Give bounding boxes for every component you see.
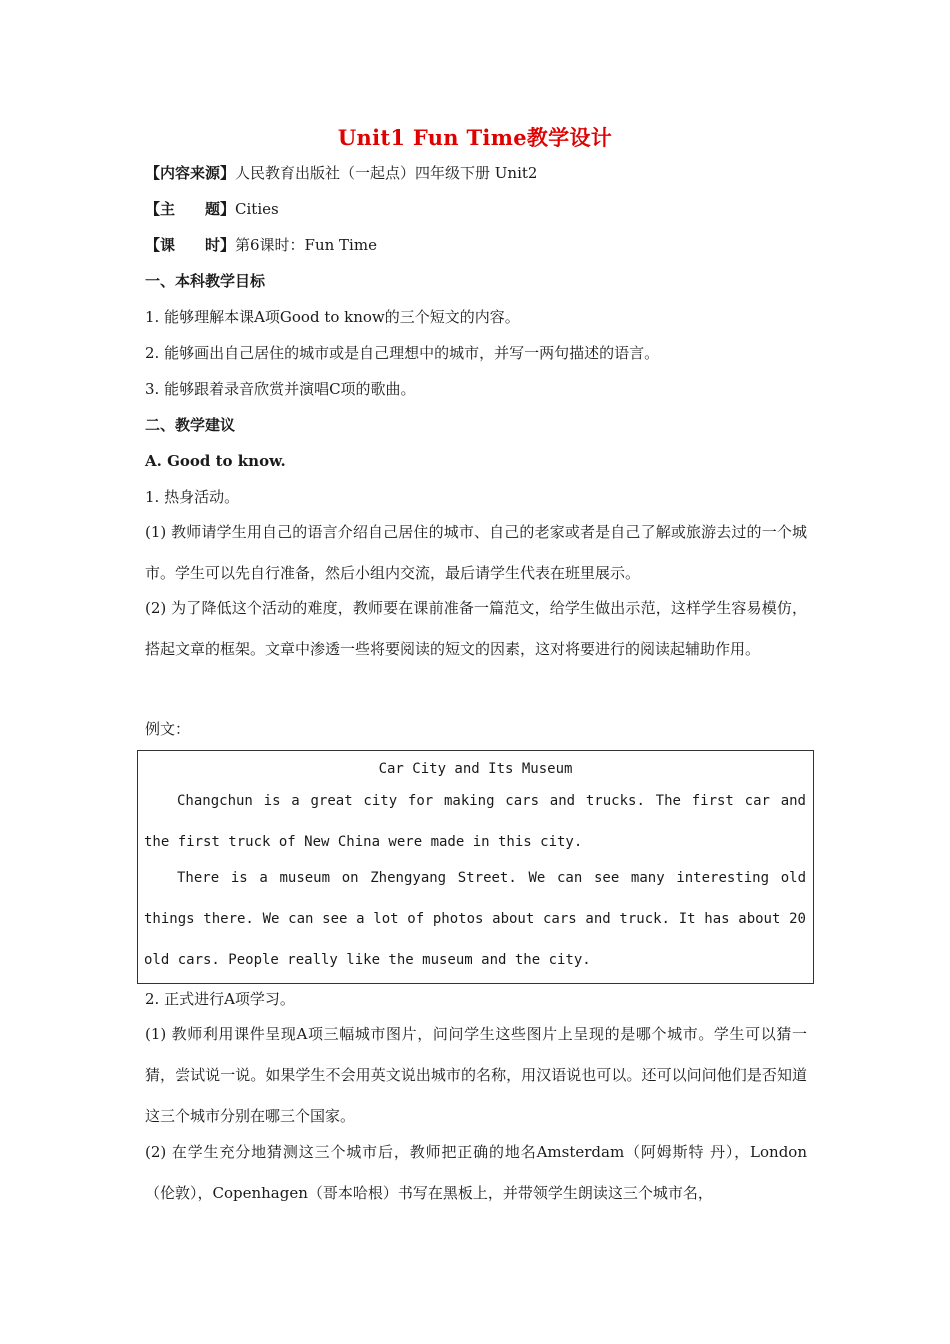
meta-topic-key: 【主 题】 — [145, 200, 236, 218]
meta-period — [145, 235, 377, 255]
meta-source-key: 【内容来源】 — [145, 164, 236, 182]
section2-heading: 二、教学建议 — [145, 416, 236, 434]
example-paragraph-1: Changchun is a great city for making cars and trucks. The first car and the first truck of New China were made in this city. — [144, 793, 806, 850]
subsection-a-heading: A. Good to know. — [145, 452, 286, 470]
step2-paragraph-2: (2) 在学生充分地猜测这三个城市后，教师把正确的地名Amsterdam（阿姆斯特 丹），London（伦敦），Copenhagen（哥本哈根）书写在黑板上，并带领学生朗读这三个城市名， — [145, 1143, 807, 1202]
document-title: Unit1 Fun Time教学设计 — [337, 125, 613, 150]
step1-heading: 1. 热身活动。 — [145, 488, 240, 506]
meta-topic — [145, 199, 279, 219]
meta-period-key: 【课 时】 — [145, 236, 236, 254]
meta-source — [145, 163, 537, 183]
meta-topic-value: Cities — [235, 200, 279, 218]
section1-heading: 一、本科教学目标 — [145, 272, 266, 290]
step1-paragraph-2: (2) 为了降低这个活动的难度，教师要在课前准备一篇范文，给学生做出示范，这样学生容易模仿，搭起文章的框架。文章中渗透一些将要阅读的短文的因素，这对将要进行的阅读起辅助作用。 — [145, 599, 807, 658]
goal-item-2: 2. 能够画出自己居住的城市或是自己理想中的城市，并写一两句描述的语言。 — [145, 344, 660, 362]
goal-item-3: 3. 能够跟着录音欣赏并演唱C项的歌曲。 — [145, 380, 416, 398]
example-paragraph-2: There is a museum on Zhengyang Street. We can see many interesting old things there. We can see a lot of photos about cars and truck. It has about 20 old cars. People really like the museum and the city. — [144, 870, 806, 968]
step1-paragraph-1: (1) 教师请学生用自己的语言介绍自己居住的城市、自己的老家或者是自己了解或旅游去过的一个城市。学生可以先自行准备，然后小组内交流，最后请学生代表在班里展示。 — [145, 523, 807, 582]
meta-source-value: 人民教育出版社（一起点）四年级下册 Unit2 — [235, 164, 538, 182]
goal-item-1: 1. 能够理解本课A项Good to know的三个短文的内容。 — [145, 308, 520, 326]
step2-heading: 2. 正式进行A项学习。 — [145, 990, 295, 1008]
example-title: Car City and Its Museum — [378, 761, 573, 777]
example-label: 例文： — [145, 720, 191, 738]
step2-paragraph-1: (1) 教师利用课件呈现A项三幅城市图片，问问学生这些图片上呈现的是哪个城市。学生可以猜一猜，尝试说一说。如果学生不会用英文说出城市的名称，用汉语说也可以。还可以问问他们是否知道这三个城市分别在哪三个国家。 — [145, 1025, 807, 1125]
example-box — [137, 750, 814, 984]
meta-period-value: 第6课时：Fun Time — [235, 236, 377, 254]
